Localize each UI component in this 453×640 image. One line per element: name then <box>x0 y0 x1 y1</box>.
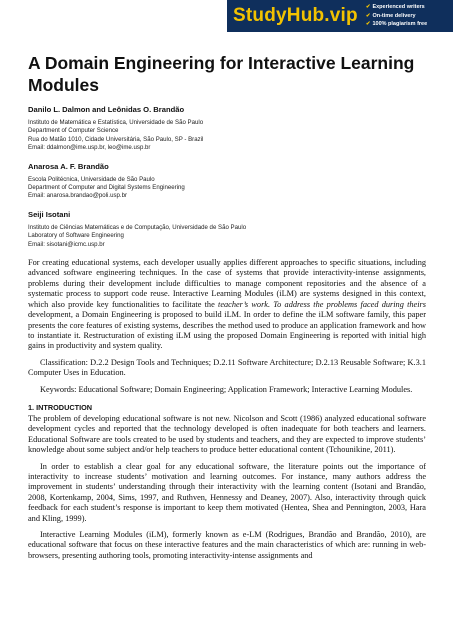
check-icon: ✔ <box>365 4 371 11</box>
check-icon: ✔ <box>365 21 371 28</box>
body-paragraph: The problem of developing educational software is not new. Nicolson and Scott (1986) analyzed educational software development cycles and reported that the technology developed is often inadequate for both teachers and learners. Educational Software are tools created to be used by students and teachers, and they are expected to improve students’ knowledge about some subject and/or help teachers to produce better educational content (Tchounikine, 2011). <box>28 413 426 455</box>
classification: Classification: D.2.2 Design Tools and Techniques; D.2.11 Software Architecture; D.2.13 Reusable Software; K.3.1 Computer Uses in Education. <box>28 357 426 378</box>
perk-item <box>366 3 427 12</box>
affiliation-line: Rua do Matão 1010, Cidade Universitária, São Paulo, SP - Brazil <box>28 135 204 143</box>
body-paragraph: Interactive Learning Modules (iLM), formerly known as e-LM (Rodrigues, Brandão and Brandão, 2010), are educational software that focus on these interactive features and the main characteristics of which are: running in web-browsers, presenting authoring tools, promoting interactivity-intense assignments and <box>28 530 426 560</box>
affiliation-line: Instituto de Matemática e Estatística, Universidade de São Paulo <box>28 119 204 126</box>
paper-title: A Domain Engineering for Interactive Learning Modules <box>28 53 415 95</box>
affiliation-email: Email: ddalmon@ime.usp.br, leo@ime.usp.br <box>28 144 151 152</box>
abstract-text: development, a Domain Engineering is proposed to build iLM. In order to define the iLM software family, this paper presents the core features of existing systems, describes the method used to produce an application framework and how to instantiate it. Restructuration of existing iLM using the proposed Domain Engineering is reported with initial high gains in productivity and system quality. <box>28 310 426 351</box>
check-icon: ✔ <box>365 12 371 19</box>
perk-label: 100% plagiarism free <box>372 21 428 28</box>
body-paragraph: In order to establish a clear goal for any educational software, the literature points out the importance of interactivity to increase students’ motivation and learning outcomes. For instance, many authors address the improvement in students’ understanding through their interactivity with the learning content (Isotani and Brandão, 2008, Kortenkamp, 2004, Sims, 1997, and Ruthven, Hennessy and Deaney, 2007). Also, interactivity through quick feedback for each student’s response is important to keep them motivated (Hentea, Shea and Pennington, 2003, Hara and Kling, 1999). <box>28 461 426 523</box>
author-name: Danilo L. Dalmon and Leônidas O. Brandão <box>28 105 185 114</box>
keywords: Keywords: Educational Software; Domain Engineering; Application Framework; Interactive Learning Modules. <box>40 384 413 394</box>
abstract <box>28 258 426 352</box>
section-heading: 1. INTRODUCTION <box>28 402 93 412</box>
affiliation-line: Escola Politécnica, Universidade de São Paulo <box>28 175 155 183</box>
affiliation-line: Laboratory of Software Engineering <box>28 232 124 240</box>
paper-page <box>28 52 426 561</box>
author-affiliation <box>28 119 426 153</box>
affiliation-email: Email: anarosa.brandao@poli.usp.br <box>28 192 128 200</box>
author-affiliation <box>28 176 426 201</box>
author-name: Seiji Isotani <box>28 209 71 219</box>
affiliation-email: Email: sisotani@icmc.usp.br <box>28 240 105 248</box>
affiliation-line: Department of Computer and Digital Systems Engineering <box>28 184 185 192</box>
author-name: Anarosa A. F. Brandão <box>28 161 109 171</box>
author-affiliation <box>28 224 426 249</box>
perk-label: Experienced writers <box>372 4 425 11</box>
affiliation-line: Instituto de Ciências Matemáticas e de Computação, Universidade de São Paulo <box>28 223 247 231</box>
studyhub-logo[interactable]: StudyHub.vip <box>233 5 358 26</box>
perk-item <box>366 12 427 21</box>
affiliation-line: Department of Computer Science <box>28 127 119 135</box>
abstract-text: For creating educational systems, each developer usually applies different approaches to specific situations, including advanced software engineering techniques. In the case of systems that provide interactivity-intense assignments, problems during their development include difficulties to manage component repositories and the absence of a systematic process to support code reuse. Interactive Learning Modules (iLM) are systems designed in this context, which also provide key functionalities to facilitate the <box>28 258 426 309</box>
perk-item <box>366 20 427 29</box>
perk-label: On-time delivery <box>372 12 416 19</box>
perks-list <box>366 3 427 29</box>
abstract-italic-text: teacher’s work. To address the problems faced during theirs <box>218 299 426 309</box>
studyhub-banner[interactable] <box>227 0 453 32</box>
